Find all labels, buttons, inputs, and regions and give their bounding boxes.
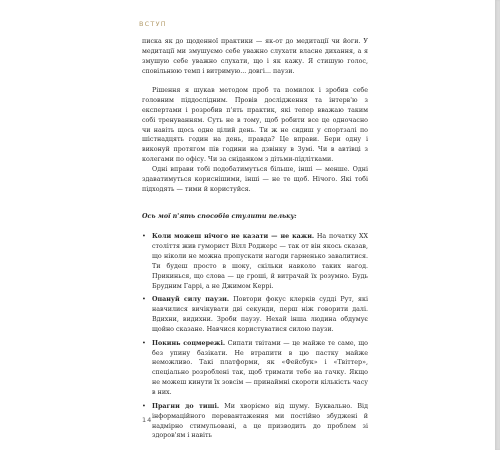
tips-list [142,232,368,441]
list-item-text: Ми хворіємо від шуму. Буквально. Від інформаційного перевантаження ми постійно збуджені й надмірно стимульовані, а це призводить до проблем зі здоров'ям і навіть [152,402,368,440]
section-gap [142,195,368,212]
list-item [142,339,368,398]
list-item-lead: Коли можеш нічого не казати — не кажи. [152,233,315,241]
bullet-icon: • [142,401,146,410]
list-item-lead: Опануй силу паузи. [152,296,230,304]
page-number: 14 [142,416,153,424]
bullet-icon: • [142,338,146,347]
running-head: ВСТУП [139,20,167,28]
body-text [142,37,368,445]
list-item-text: На початку XX століття жив гуморист Вілл Роджерс — так от він якось сказав, що ніколи не можна пропускати нагоди гарненько завалитися. Ти будеш просто в шоку, скільки навколо таких нагод. Прикинься, що слова — це гроші, й витрачай їх розумно. Будь Брудним Гаррі, а не Джимом Керрі. [152,233,368,290]
list-item [142,295,368,334]
list-item-text: Повтори фокус клерків судді Рут, які навчилися вичікувати дві секунди, перш ніж говорити далі. Вдихни, видихни. Зроби паузу. Нехай інша людина обдумує щойно сказане. Навчися користуватися силою паузи. [152,296,368,333]
paragraph-gap [142,76,368,86]
bullet-icon: • [142,232,146,241]
list-item-text: Сипати твітами — це майже те саме, що без упину базікати. Не втрапити в цю пастку майже неможливо. Такі платформи, як «Фейсбук» і «Твіттер», спеціально розроблені так, щоб тримати тебе на гачку. Якщо не можеш кинути їх зовсім — принаймні скороти кількість часу в них. [152,339,368,396]
paragraph: Одні вправи тобі подобатимуться більше, інші — менше. Одні здаватимуться кориснішими, інші — не те щоб. Нічого. Які тобі підходять — тими й користуйся. [142,165,368,193]
bullet-icon: • [142,295,146,304]
list-item [142,402,368,441]
paragraph: Рішення я шукав методом проб та помилок і зробив себе головним піддослідним. Провів дослідження та інтерв'ю з експертами і розробив п'ять практик, які тепер вважаю таким собі тренуванням. Суть не в тому, щоб робити все це одночасно чи навіть щось одне цілий день. Ти ж не сидиш у спортзалі по шістнадцять годин на день, правда? Це вправи. Бери одну і виконуй протягом пів години на дзвінку в Зумі. Чи в автівці з колегами по офісу. Чи за сніданком з дітьми-підлітками. [142,87,368,164]
page-spine-edge [495,0,500,450]
list-item-lead: Покинь соцмережі. [152,339,226,347]
list-heading: Ось мої п'ять способів стулити пельку: [142,212,297,220]
paragraph: писка як до щоденної практики — як-от до медитації чи йоги. У медитації ми змушуємо себе уважно слухати власне дихання, а я змушую себе уважно слухати, що і як кажу. Я стишую голос, сповільнюю темп і витримую... довгі... паузи. [142,38,368,75]
list-item [142,232,368,291]
list-item-lead: Прагни до тиші. [152,402,220,410]
